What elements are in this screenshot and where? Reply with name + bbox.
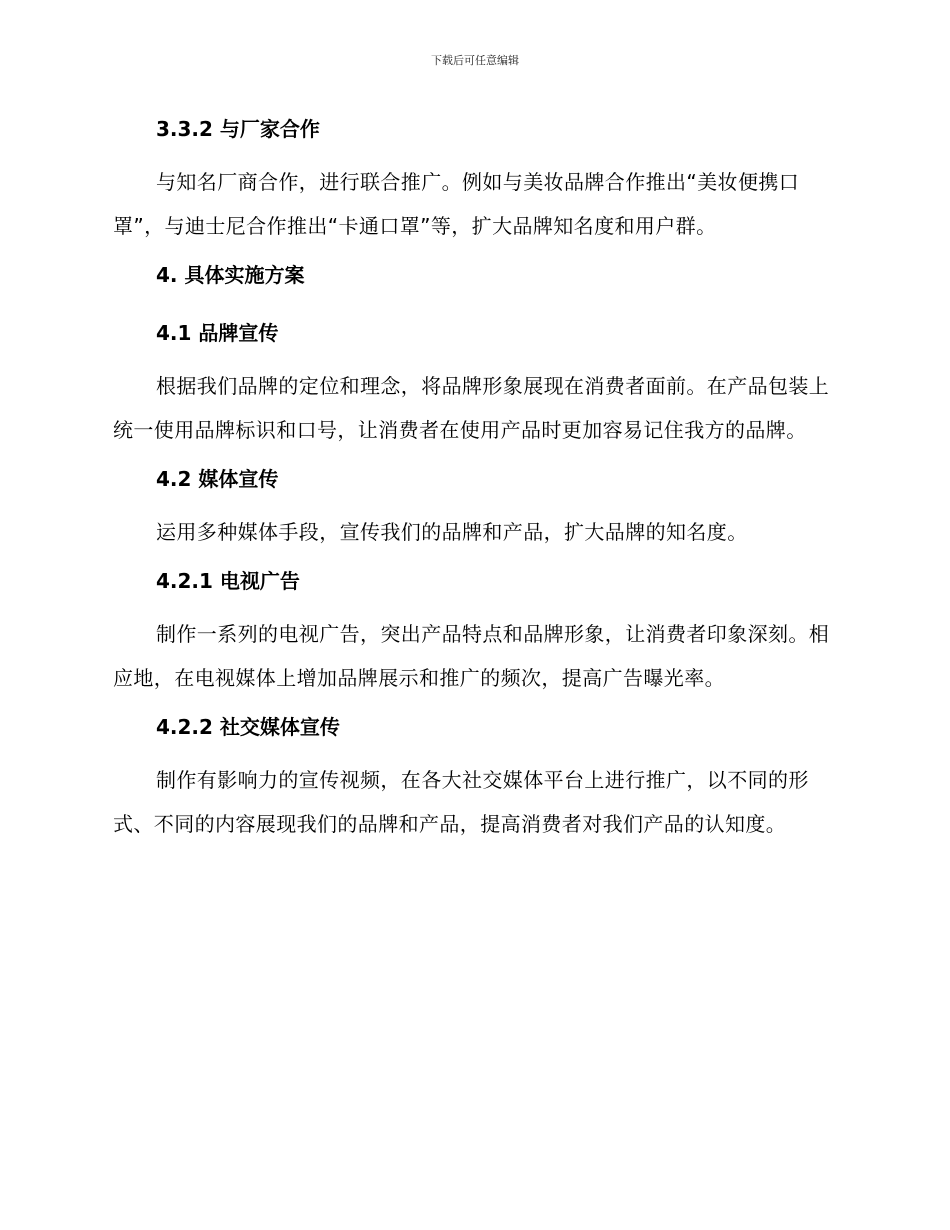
heading-4-2-1: 4.2.1 电视广告 bbox=[156, 569, 300, 593]
paragraph-media-promotion: 运用多种媒体手段，宣传我们的品牌和产品，扩大品牌的知名度。 bbox=[156, 520, 748, 544]
paragraph-manufacturer-cooperation: 与知名厂商合作，进行联合推广。例如与美妆品牌合作推出“美妆便携口罩”，与迪士尼合作推出“卡通口罩”等，扩大品牌知名度和用户群。 bbox=[113, 170, 800, 238]
heading-4-2: 4.2 媒体宣传 bbox=[156, 467, 279, 491]
document-body bbox=[113, 112, 835, 846]
heading-4: 4. 具体实施方案 bbox=[156, 263, 305, 287]
paragraph-tv-ads: 制作一系列的电视广告，突出产品特点和品牌形象，让消费者印象深刻。相应地，在电视媒体上增加品牌展示和推广的频次，提高广告曝光率。 bbox=[113, 622, 830, 690]
paragraph-social-media: 制作有影响力的宣传视频，在各大社交媒体平台上进行推广，以不同的形式、不同的内容展现我们的品牌和产品，提高消费者对我们产品的认知度。 bbox=[113, 768, 809, 836]
heading-4-2-2: 4.2.2 社交媒体宣传 bbox=[156, 715, 340, 739]
paragraph-brand-promotion: 根据我们品牌的定位和理念，将品牌形象展现在消费者面前。在产品包装上统一使用品牌标识和口号，让消费者在使用产品时更加容易记住我方的品牌。 bbox=[113, 374, 830, 442]
heading-3-3-2: 3.3.2 与厂家合作 bbox=[156, 117, 320, 141]
header-note: 下载后可任意编辑 bbox=[431, 54, 519, 67]
heading-4-1: 4.1 品牌宣传 bbox=[156, 321, 279, 345]
